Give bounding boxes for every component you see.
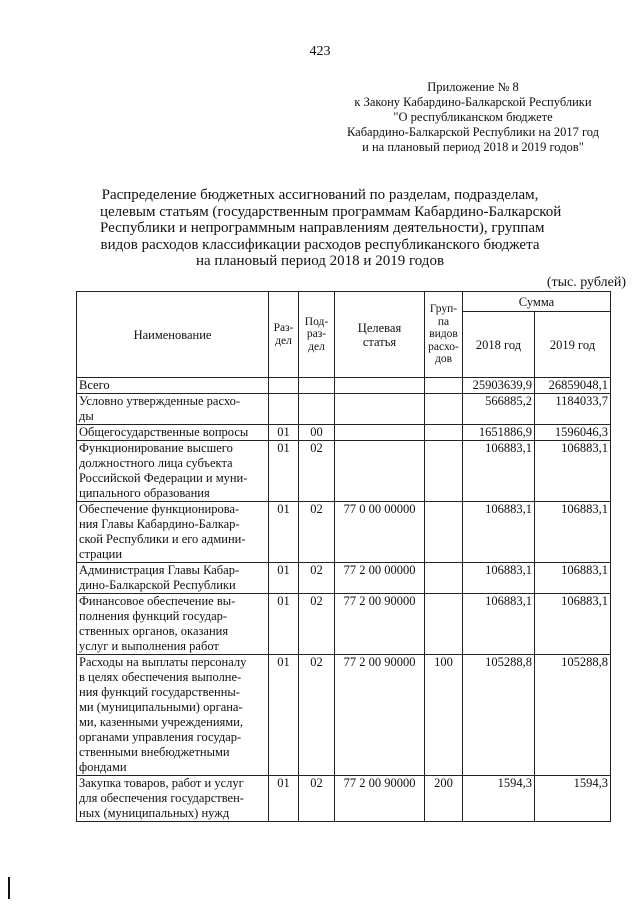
table-body <box>77 378 611 822</box>
cell-name: Общегосударственные вопросы <box>77 425 269 441</box>
cell-podrazdel <box>299 394 335 425</box>
cell-2019: 106883,1 <box>535 563 611 594</box>
table-row <box>77 502 611 563</box>
cell-razdel: 01 <box>269 563 299 594</box>
table-row <box>77 594 611 655</box>
cell-name: Функционирование высшего должностного лица субъекта Российской Федерации и муни- ципального образования <box>77 441 269 502</box>
cell-2018: 566885,2 <box>463 394 535 425</box>
cell-2019: 106883,1 <box>535 594 611 655</box>
cell-podrazdel: 02 <box>299 776 335 822</box>
header-group: Груп- па видов расхо- дов <box>425 292 463 378</box>
cell-target: 77 0 00 00000 <box>335 502 425 563</box>
cell-razdel: 01 <box>269 441 299 502</box>
cell-razdel <box>269 394 299 425</box>
cell-razdel: 01 <box>269 425 299 441</box>
cell-target: 77 2 00 90000 <box>335 655 425 776</box>
page-number: 423 <box>309 44 331 59</box>
cell-name: Обеспечение функционирова- ния Главы Кабардино-Балкар- ской Республики и его админи- страции <box>77 502 269 563</box>
cell-razdel: 01 <box>269 776 299 822</box>
table-row <box>77 655 611 776</box>
cell-podrazdel: 02 <box>299 594 335 655</box>
cell-group <box>425 394 463 425</box>
header-target: Целевая статья <box>335 292 425 378</box>
cell-target <box>335 394 425 425</box>
cell-name: Расходы на выплаты персоналу в целях обеспечения выполне- ния функций государственны- ми (муниципальными) органа- ми, казенными учреждениями, органами управления государ- ственными внебюджетными фондами <box>77 655 269 776</box>
appendix-line: к Закону Кабардино-Балкарской Республики <box>354 95 592 109</box>
cell-2019: 105288,8 <box>535 655 611 776</box>
cell-2018: 106883,1 <box>463 502 535 563</box>
cell-podrazdel: 02 <box>299 655 335 776</box>
cell-2019: 106883,1 <box>535 441 611 502</box>
budget-table <box>76 291 611 822</box>
appendix-line: и на плановый период 2018 и 2019 годов" <box>362 140 584 154</box>
cell-razdel <box>269 378 299 394</box>
cell-2018: 106883,1 <box>463 441 535 502</box>
units-label: (тыс. рублей) <box>546 275 626 290</box>
cell-group <box>425 563 463 594</box>
cell-group <box>425 502 463 563</box>
table-row <box>77 425 611 441</box>
cell-target <box>335 378 425 394</box>
cell-group: 100 <box>425 655 463 776</box>
header-sum: Сумма <box>463 292 611 312</box>
table-row <box>77 394 611 425</box>
header-podrazdel: Под- раз- дел <box>299 292 335 378</box>
table-row <box>77 776 611 822</box>
cell-target <box>335 425 425 441</box>
cell-group: 200 <box>425 776 463 822</box>
cell-target: 77 2 00 90000 <box>335 776 425 822</box>
header-name: Наименование <box>77 292 269 378</box>
cell-name: Администрация Главы Кабар- дино-Балкарской Республики <box>77 563 269 594</box>
margin-mark <box>8 877 10 899</box>
cell-2019: 26859048,1 <box>535 378 611 394</box>
cell-target: 77 2 00 00000 <box>335 563 425 594</box>
cell-2018: 106883,1 <box>463 594 535 655</box>
cell-target: 77 2 00 90000 <box>335 594 425 655</box>
cell-2018: 106883,1 <box>463 563 535 594</box>
table-row <box>77 378 611 394</box>
cell-name: Всего <box>77 378 269 394</box>
cell-2018: 1594,3 <box>463 776 535 822</box>
header-2018: 2018 год <box>463 312 535 378</box>
title-line: Республики и непрограммным направлениям деятельности), группам <box>100 220 545 236</box>
cell-group <box>425 441 463 502</box>
cell-razdel: 01 <box>269 502 299 563</box>
cell-2019: 106883,1 <box>535 502 611 563</box>
cell-podrazdel: 00 <box>299 425 335 441</box>
appendix-header <box>318 80 628 155</box>
title-line: видов расходов классификации расходов республиканского бюджета <box>100 236 540 253</box>
cell-name: Финансовое обеспечение вы- полнения функций государ- ственных органов, оказания услуг и выполнения работ <box>77 594 269 655</box>
cell-podrazdel: 02 <box>299 441 335 502</box>
title-line: на плановый период 2018 и 2019 годов <box>195 253 445 269</box>
cell-name: Условно утвержденные расхо- ды <box>77 394 269 425</box>
cell-group <box>425 425 463 441</box>
cell-podrazdel: 02 <box>299 502 335 563</box>
cell-podrazdel: 02 <box>299 563 335 594</box>
title-line: целевым статьям (государственным программам Кабардино-Балкарской <box>100 203 562 220</box>
cell-podrazdel <box>299 378 335 394</box>
table-row <box>77 563 611 594</box>
cell-razdel: 01 <box>269 594 299 655</box>
document-title <box>100 187 562 270</box>
title-line: Распределение бюджетных ассигнований по разделам, подразделам, <box>101 187 539 203</box>
cell-group <box>425 594 463 655</box>
header-2019: 2019 год <box>535 312 611 378</box>
table-row <box>77 441 611 502</box>
cell-2018: 1651886,9 <box>463 425 535 441</box>
cell-2019: 1596046,3 <box>535 425 611 441</box>
appendix-line: Кабардино-Балкарской Республики на 2017 год <box>346 125 600 139</box>
appendix-line: "О республиканском бюджете <box>393 110 553 124</box>
cell-2019: 1184033,7 <box>535 394 611 425</box>
cell-group <box>425 378 463 394</box>
header-razdel: Раз- дел <box>269 292 299 378</box>
cell-2018: 25903639,9 <box>463 378 535 394</box>
cell-target <box>335 441 425 502</box>
cell-name: Закупка товаров, работ и услуг для обеспечения государствен- ных (муниципальных) нужд <box>77 776 269 822</box>
appendix-line: Приложение № 8 <box>427 80 519 94</box>
cell-razdel: 01 <box>269 655 299 776</box>
cell-2018: 105288,8 <box>463 655 535 776</box>
cell-2019: 1594,3 <box>535 776 611 822</box>
